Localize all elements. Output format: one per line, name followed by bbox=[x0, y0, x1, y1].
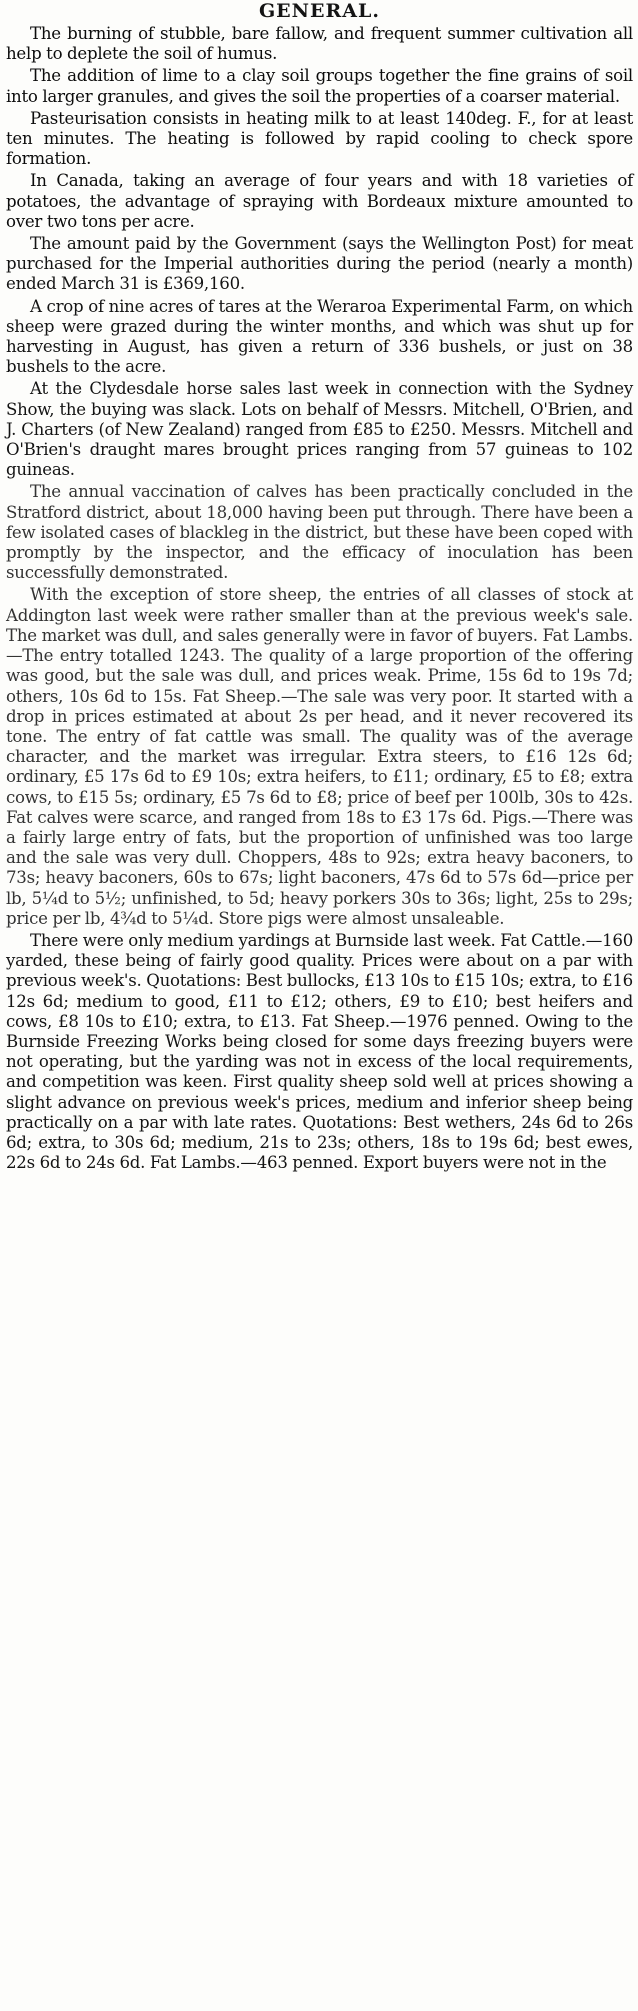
paragraph-government-meat: The amount paid by the Government (says the Wellington Post) for meat purchased for the Imperial authorities during the period (nearly a month) ended March 31 is £369,160. bbox=[6, 234, 633, 294]
paragraph-clydesdale-sales: At the Clydesdale horse sales last week in connection with the Sydney Show, the buying was slack. Lots on behalf of Messrs. Mitchell, O'Brien, and J. Charters (of New Zealand) ranged from £85 to £250. Messrs. Mitchell and O'Brien's draught mares brought prices ranging from 57 guineas to 102 guineas. bbox=[6, 379, 633, 480]
paragraph-lime: The addition of lime to a clay soil groups together the fine grains of soil into larger granules, and gives the soil the properties of a coarser material. bbox=[6, 66, 633, 106]
section-heading: GENERAL. bbox=[258, 0, 381, 22]
paragraph-addington-market: With the exception of store sheep, the entries of all classes of stock at Addington last week were rather smaller than at the previous week's sale. The market was dull, and sales generally were in favor of buyers. Fat Lambs.—The entry totalled 1243. The quality of a large proportion of the offering was good, but the sale was dull, and prices weak. Prime, 15s 6d to 19s 7d; others, 10s 6d to 15s. Fat Sheep.—The sale was very poor. It started with a drop in prices estimated at about 2s per head, and it never recovered its tone. The entry of fat cattle was small. The quality was of the average character, and the market was irregular. Extra steers, to £16 12s 6d; ordinary, £5 17s 6d to £9 10s; extra heifers, to £11; ordinary, £5 to £8; extra cows, to £15 5s; ordinary, £5 7s 6d to £8; price of beef per 100lb, 30s to 42s. Fat calves were scarce, and ranged from 18s to £3 17s 6d. Pigs.—There was a fairly large entry of fats, but the proportion of unfinished was too large and the sale was very dull. Choppers, 48s to 92s; extra heavy baconers, to 73s; heavy baconers, 60s to 67s; light baconers, 47s 6d to 57s 6d—price per lb, 5¼d to 5½; unfinished, to 5d; heavy porkers 30s to 36s; light, 25s to 29s; price per lb, 4¾d to 5¼d. Store pigs were almost unsaleable. bbox=[6, 585, 633, 928]
paragraph-calf-vaccination: The annual vaccination of calves has been practically concluded in the Stratford district, about 18,000 having been put through. There have been a few isolated cases of blackleg in the district, but these have been coped with promptly by the inspector, and the efficacy of inoculation has been successfully demonstrated. bbox=[6, 482, 633, 583]
paragraph-burnside-market: There were only medium yardings at Burnside last week. Fat Cattle.—160 yarded, these being of fairly good quality. Prices were about on a par with previous week's. Quotations: Best bullocks, £13 10s to £15 10s; extra, to £16 12s 6d; medium to good, £11 to £12; others, £9 to £10; best heifers and cows, £8 10s to £10; extra, to £13. Fat Sheep.—1976 penned. Owing to the Burnside Freezing Works being closed for some days freezing buyers were not operating, but the yarding was not in excess of the local requirements, and competition was keen. First quality sheep sold well at prices showing a slight advance on previous week's prices, medium and inferior sheep being practically on a par with late rates. Quotations: Best wethers, 24s 6d to 26s 6d; extra, to 30s 6d; medium, 21s to 23s; others, 18s to 19s 6d; best ewes, 22s 6d to 24s 6d. Fat Lambs.—463 penned. Export buyers were not in the bbox=[6, 930, 633, 1173]
paragraph-canada-potatoes: In Canada, taking an average of four years and with 18 varieties of potatoes, the advantage of spraying with Bordeaux mixture amounted to over two tons per acre. bbox=[6, 171, 633, 231]
paragraph-pasteurisation: Pasteurisation consists in heating milk to at least 140deg. F., for at least ten minutes. The heating is followed by rapid cooling to check spore formation. bbox=[6, 108, 633, 169]
paragraph-stubble: The burning of stubble, bare fallow, and frequent summer cultivation all help to deplete the soil of humus. bbox=[6, 24, 633, 64]
paragraph-weraroa-tares: A crop of nine acres of tares at the Weraroa Experimental Farm, on which sheep were grazed during the winter months, and which was shut up for harvesting in August, has given a return of 336 bushels, or just on 38 bushels to the acre. bbox=[6, 296, 633, 377]
